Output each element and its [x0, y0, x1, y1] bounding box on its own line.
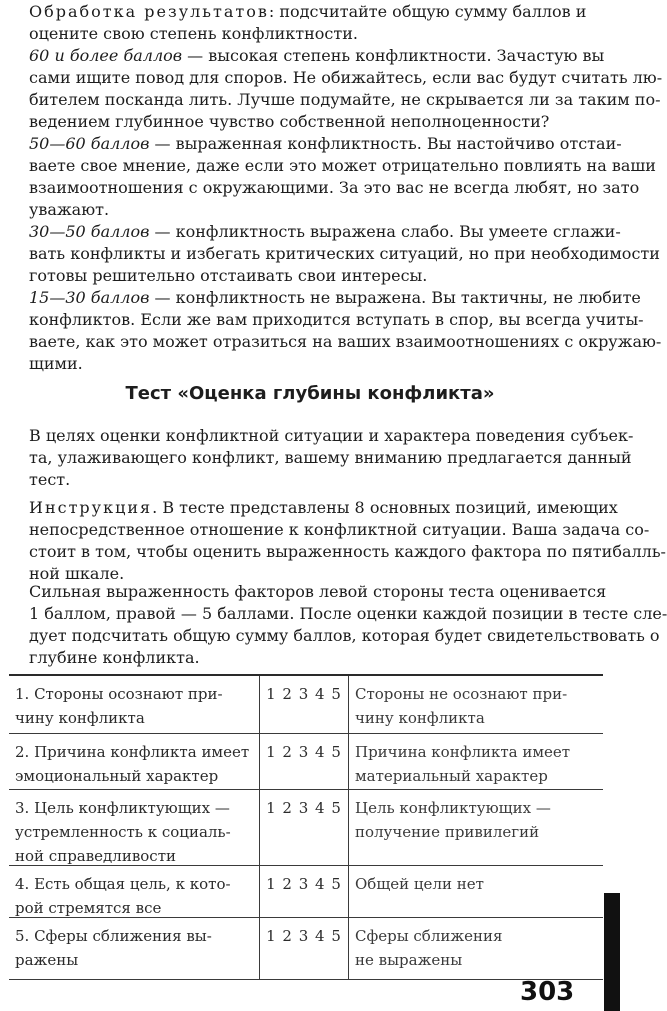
score-scale: 1 2 3 4 5: [260, 918, 349, 979]
results-label: Обработка результатов: [29, 2, 269, 21]
left-statement: 2. Причина конфликта имеет эмоциональный характер: [9, 734, 260, 789]
intro-line: та, улаживающего конфликт, вашему вниманию предлагается данный: [29, 448, 632, 467]
instruction-line: стоит в том, чтобы оценить выраженность каждого фактора по пятибалль-: [29, 542, 666, 561]
score-scale: 1 2 3 4 5: [260, 866, 349, 917]
table-row: [9, 866, 603, 918]
results-line: сами ищите повод для споров. Не обижайтесь, если вас будут считать лю-: [29, 68, 663, 87]
range-label: 60 и более баллов: [29, 46, 183, 65]
results-line: взаимоотношения с окружающими. За это вас не всегда любят, но зато: [29, 178, 640, 197]
results-line: Обработка результатов: подсчитайте общую сумму баллов и: [29, 2, 587, 21]
test-title: Тест «Оценка глубины конфликта»: [125, 383, 495, 404]
instruction-line: непосредственное отношение к конфликтной ситуации. Ваша задача со-: [29, 520, 650, 539]
results-line: оцените свою степень конфликтности.: [29, 24, 358, 43]
results-range-line: 60 и более баллов — высокая степень конфликтности. Зачастую вы: [29, 46, 605, 65]
table-row: [9, 790, 603, 866]
left-statement: 3. Цель конфликтующих — устремленность к социаль- ной справедливости: [9, 790, 260, 865]
intro-line: тест.: [29, 470, 71, 489]
left-statement: 1. Стороны осознают при- чину конфликта: [9, 676, 260, 733]
results-line: ведением глубинное чувство собственной неполноценности?: [29, 112, 550, 131]
right-statement: Цель конфликтующих — получение привилегий: [355, 799, 551, 841]
scoring-line: дует подсчитать общую сумму баллов, которая будет свидетельствовать о: [29, 626, 660, 645]
right-statement: Сферы сближения не выражены: [355, 927, 503, 969]
results-range-line: 30—50 баллов — конфликтность выражена слабо. Вы умеете сглажи-: [29, 222, 621, 241]
results-line: вать конфликты и избегать критических ситуаций, но при необходимости: [29, 244, 660, 263]
instruction-line: ной шкале.: [29, 564, 125, 583]
range-label: 30—50 баллов: [29, 222, 150, 241]
table-row: [9, 918, 603, 980]
page-edge-tab: [604, 893, 620, 1011]
right-statement: Общей цели нет: [355, 875, 484, 893]
intro-line: В целях оценки конфликтной ситуации и характера поведения субъек-: [29, 426, 634, 445]
page-number: 303: [520, 977, 575, 1007]
right-statement: Стороны не осознают при- чину конфликта: [355, 685, 568, 727]
table-row: [9, 676, 603, 734]
score-scale: 1 2 3 4 5: [260, 676, 349, 733]
results-range-line: 15—30 баллов — конфликтность не выражена. Вы тактичны, не любите: [29, 288, 641, 307]
table-row: [9, 734, 603, 790]
results-line: щими.: [29, 354, 83, 373]
scoring-line: глубине конфликта.: [29, 648, 200, 667]
instruction-line: Инструкция. В тесте представлены 8 основных позиций, имеющих: [29, 498, 618, 517]
results-line: уважают.: [29, 200, 110, 219]
results-line: бителем посканда лить. Лучше подумайте, не скрывается ли за таким по-: [29, 90, 661, 109]
instruction-label: Инструкция: [29, 498, 153, 517]
scoring-line: Сильная выраженность факторов левой стороны теста оценивается: [29, 582, 607, 601]
right-statement: Причина конфликта имеет материальный характер: [355, 743, 571, 785]
results-line: конфликтов. Если же вам приходится вступать в спор, вы всегда учиты-: [29, 310, 644, 329]
scoring-line: 1 баллом, правой — 5 баллами. После оценки каждой позиции в тесте сле-: [29, 604, 667, 623]
results-line: ваете свое мнение, даже если это может отрицательно повлиять на ваши: [29, 156, 656, 175]
range-label: 15—30 баллов: [29, 288, 150, 307]
results-line: ваете, как это может отразиться на ваших взаимоотношениях с окружаю-: [29, 332, 662, 351]
results-line: готовы решительно отстаивать свои интересы.: [29, 266, 428, 285]
score-scale: 1 2 3 4 5: [260, 734, 349, 789]
score-scale: 1 2 3 4 5: [260, 790, 349, 865]
range-label: 50—60 баллов: [29, 134, 150, 153]
assessment-table: [9, 674, 603, 980]
left-statement: 5. Сферы сближения вы- ражены: [9, 918, 260, 979]
left-statement: 4. Есть общая цель, к кото- рой стремятся все: [9, 866, 260, 917]
results-range-line: 50—60 баллов — выраженная конфликтность. Вы настойчиво отстаи-: [29, 134, 622, 153]
